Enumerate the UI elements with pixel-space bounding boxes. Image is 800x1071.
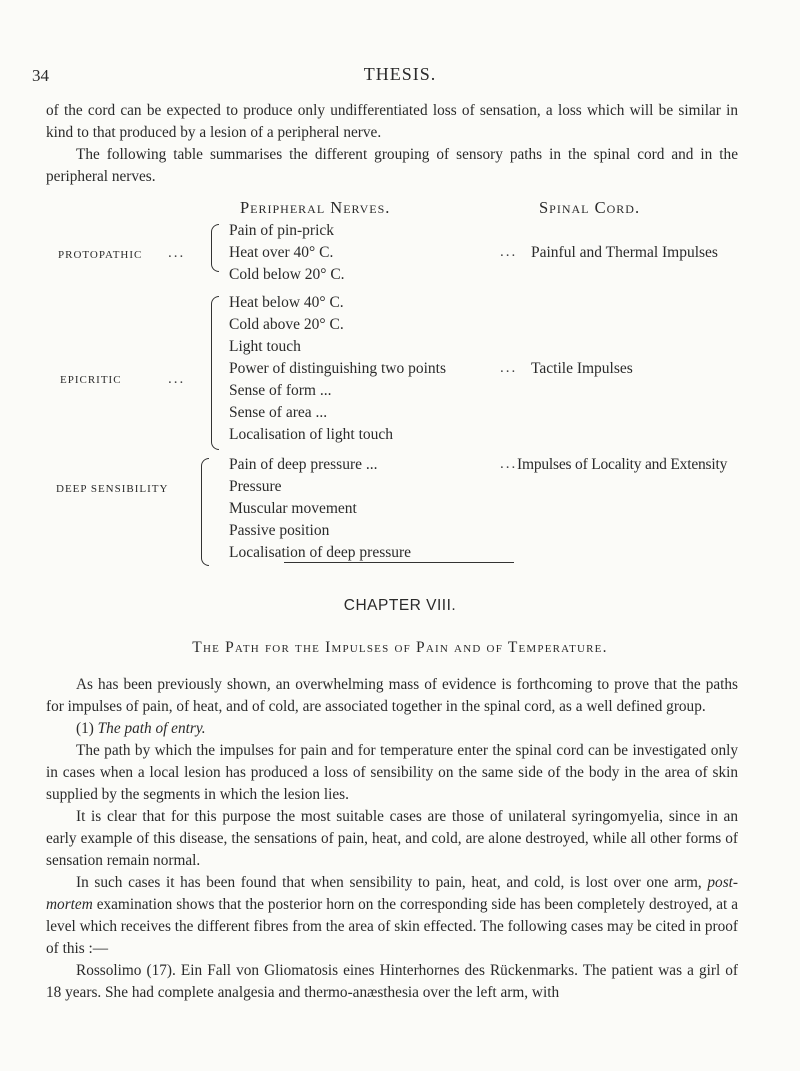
group-label-deep-sensibility: DEEP SENSIBILITY: [56, 483, 169, 495]
page-number: 34: [32, 66, 49, 85]
column-heading-spinal: Spinal Cord.: [539, 198, 641, 217]
group-leader: ...: [168, 371, 186, 387]
emphasis-post-mortem: post-mortem: [46, 874, 738, 913]
body-paragraph-5: In such cases it has been found that when sensibility to pain, heat, and cold, is lost over one arm, post-mortem examination shows that the posterior horn on the corresponding side has been completely destroyed, at a level which receives the different fibres from the area of skin effected. The following cases may be cited in proof of this :—: [46, 874, 738, 957]
list-item: Heat below 40° C.: [229, 294, 344, 311]
section-heading: [46, 718, 738, 740]
list-item: Localisation of light touch: [229, 426, 394, 443]
list-item: Pressure: [229, 478, 282, 495]
chapter-heading: CHAPTER VIII.: [343, 597, 457, 614]
list-item: Sense of area ...: [229, 404, 328, 421]
body-paragraph-1: As has been previously shown, an overwhelming mass of evidence is forthcoming to prove that the paths for impulses of pain, of heat, and of cold, are associated together in the spinal cord, as a well defined group.: [46, 676, 738, 715]
list-item: Cold below 20° C.: [229, 266, 345, 283]
column-heading-peripheral: Peripheral Nerves.: [240, 198, 391, 217]
row-leader: ...: [500, 244, 518, 260]
group-leader: ...: [168, 245, 186, 261]
list-item: Pain of pin-prick: [229, 222, 335, 239]
intro-paragraph-2: The following table summarises the different grouping of sensory paths in the spinal cord and in the peripheral nerves.: [46, 146, 738, 185]
brace-deep-sensibility: [201, 458, 209, 566]
section-divider: [284, 562, 514, 563]
intro-paragraph-1: of the cord can be expected to produce only undifferentiated loss of sensation, a loss which will be similar in kind to that produced by a lesion of a peripheral nerve.: [46, 102, 738, 141]
spinal-epicritic: Tactile Impulses: [531, 360, 633, 377]
list-item: Muscular movement: [229, 500, 357, 517]
spinal-deep-sensibility: Impulses of Locality and Extensity: [517, 456, 728, 473]
body-paragraph-3: The path by which the impulses for pain and for temperature enter the spinal cord can be investigated only in cases when a local lesion has produced a loss of sensibility on the same side of the body in the area of skin supplied by the segments in which the lesion lies.: [46, 742, 738, 803]
list-item: Localisation of deep pressure: [229, 544, 412, 561]
row-leader: ...: [500, 456, 518, 472]
list-item: Pain of deep pressure ...: [229, 456, 378, 473]
row-leader: ...: [500, 360, 518, 376]
group-label-epicritic: EPICRITIC: [60, 374, 122, 386]
intro-text: [46, 100, 738, 188]
running-title: THESIS.: [363, 64, 437, 84]
brace-protopathic: [211, 224, 219, 272]
body-paragraph-4: It is clear that for this purpose the most suitable cases are those of unilateral syringomyelia, since in an early example of this disease, the sensations of pain, heat, and cold, are alone destroyed, while all other forms of sensation remain normal.: [46, 808, 738, 869]
brace-epicritic: [211, 296, 219, 450]
list-item: Light touch: [229, 338, 301, 355]
list-item: Power of distinguishing two points: [229, 360, 447, 377]
list-item: Heat over 40° C.: [229, 244, 334, 261]
group-label-protopathic: PROTOPATHIC: [58, 249, 143, 261]
list-item: Cold above 20° C.: [229, 316, 344, 333]
chapter-subtitle: The Path for the Impulses of Pain and of Temperature.: [192, 639, 608, 656]
body-paragraph-6: Rossolimo (17). Ein Fall von Gliomatosis eines Hinterhornes des Rückenmarks. The patient was a girl of 18 years. She had complete analgesia and thermo-anæsthesia over the left arm, with: [46, 962, 738, 1001]
section-number: (1): [76, 720, 94, 737]
list-item: Sense of form ...: [229, 382, 332, 399]
list-item: Passive position: [229, 522, 330, 539]
section-title: The path of entry.: [97, 720, 206, 737]
body-text: [46, 674, 738, 1004]
spinal-protopathic: Painful and Thermal Impulses: [531, 244, 718, 261]
